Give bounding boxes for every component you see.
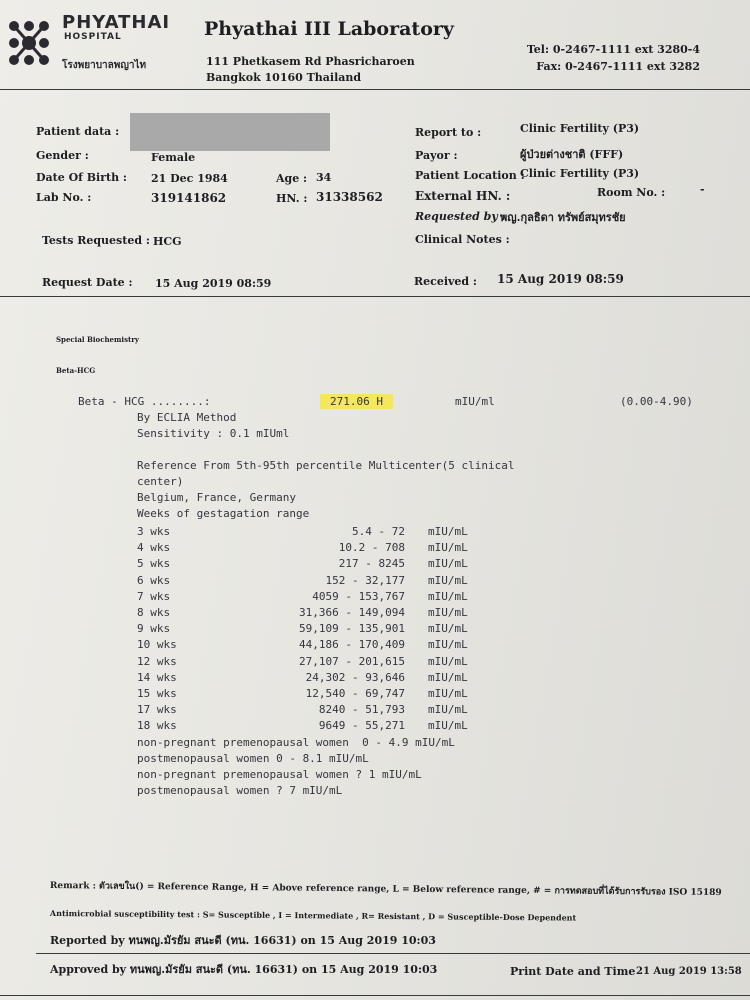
week-unit: mIU/mL — [428, 525, 468, 538]
address-line2: Bangkok 10160 Thailand — [206, 71, 362, 84]
received-label: Received : — [414, 275, 477, 288]
method-line: By ECLIA Method — [137, 411, 237, 424]
report-to-label: Report to : — [415, 126, 482, 139]
payor-label: Payor : — [415, 149, 458, 162]
week-label: 5 wks — [137, 557, 171, 571]
week-unit: mIU/mL — [428, 670, 468, 684]
week-label: 18 wks — [137, 719, 177, 733]
brand-sub: HOSPITAL — [64, 32, 122, 42]
week-label: 8 wks — [137, 606, 171, 619]
week-label: 9 wks — [137, 622, 171, 636]
print-date-label: Print Date and Time — [510, 965, 636, 978]
result-value-highlight — [320, 395, 393, 408]
remark-line: Remark : ตัวเลขใน() = Reference Range, H = Above reference range, L = Below reference range, # = การทดสอบที่ได้รับการรับรอง ISO 15189 — [49, 880, 722, 899]
address-line1: 111 Phetkasem Rd Phasricharoen — [206, 55, 415, 68]
result-value: 271.06 H — [320, 394, 393, 409]
patient-data-label: Patient data : — [36, 125, 120, 138]
bottom-divider — [0, 995, 750, 996]
result-unit: mIU/ml — [455, 395, 495, 408]
test-label: Beta - HCG ........: — [78, 395, 211, 408]
week-label: 3 wks — [137, 525, 171, 538]
gender-label: Gender : — [36, 149, 89, 162]
week-range: 9649 - 55,271 — [318, 719, 405, 733]
week-unit: mIU/mL — [428, 606, 468, 619]
tests-requested-value: HCG — [153, 235, 182, 248]
room-no-value: - — [700, 183, 705, 196]
footer-divider — [36, 953, 750, 954]
patient-location-label: Patient Location : — [415, 169, 525, 182]
received-value: 15 Aug 2019 08:59 — [497, 272, 624, 286]
requested-by-value: พญ.กุลธิดา ทรัพย์สมุทรชัย — [500, 211, 626, 224]
week-unit: mIU/mL — [428, 703, 468, 717]
lab-name: Phyathai III Laboratory — [204, 18, 454, 40]
room-no-label: Room No. : — [597, 186, 666, 199]
result-reference-range: (0.00-4.90) — [620, 395, 693, 408]
reported-by-line: Reported by ทนพญ.มัรยัม สนะดี (ทน. 16631) on 15 Aug 2019 10:03 — [50, 934, 436, 947]
week-label: 17 wks — [137, 703, 177, 717]
week-label: 7 wks — [137, 589, 171, 603]
week-unit: mIU/mL — [428, 687, 468, 700]
reference-line-3: Belgium, France, Germany — [137, 491, 296, 504]
reference-line-1: Reference From 5th-95th percentile Multicenter(5 clinical — [137, 459, 515, 472]
reference-line-2: center) — [137, 475, 184, 488]
payor-value: ผู้ป่วยต่างชาติ (FFF) — [520, 148, 624, 161]
dob-label: Date Of Birth : — [36, 171, 127, 184]
hn-value: 31338562 — [316, 190, 383, 204]
note-line-4: postmenopausal women ? 7 mIU/mL — [137, 784, 343, 797]
request-divider — [0, 296, 750, 297]
approved-by-line: Approved by ทนพญ.มัรยัม สนะดี (ทน. 16631) on 15 Aug 2019 10:03 — [50, 963, 438, 976]
week-unit: mIU/mL — [428, 573, 468, 587]
week-unit: mIU/mL — [428, 541, 468, 555]
week-range: 10.2 - 708 — [338, 541, 405, 555]
request-date-value: 15 Aug 2019 08:59 — [155, 277, 272, 290]
requested-by-label: Requested by : — [415, 210, 506, 223]
brand-thai: โรงพยาบาลพญาไท — [62, 60, 147, 71]
week-unit: mIU/mL — [428, 719, 468, 733]
note-line-2: postmenopausal women 0 - 8.1 mIU/mL — [137, 752, 369, 765]
phyathai-logo-icon — [4, 14, 54, 72]
fax-number: Fax: 0-2467-1111 ext 3282 — [536, 60, 700, 73]
redacted-patient-name — [130, 113, 330, 151]
tel-number: Tel: 0-2467-1111 ext 3280-4 — [526, 43, 700, 56]
section-title: Special Biochemistry — [56, 335, 140, 344]
week-label: 6 wks — [137, 573, 171, 587]
subsection-title: Beta-HCG — [56, 366, 96, 375]
week-unit: mIU/mL — [428, 622, 468, 636]
week-label: 12 wks — [137, 654, 177, 668]
week-range: 24,302 - 93,646 — [305, 670, 405, 684]
patient-location-value: Clinic Fertility (P3) — [520, 167, 640, 180]
week-label: 14 wks — [137, 670, 177, 684]
week-label: 10 wks — [137, 638, 177, 652]
week-range: 44,186 - 170,409 — [299, 638, 405, 652]
report-to-value: Clinic Fertility (P3) — [520, 122, 640, 135]
antimicrobial-line: Antimicrobial susceptibility test : S= Susceptible , I = Intermediate , R= Resistant , D = Susceptible-Dose Dependent — [49, 908, 577, 923]
week-range: 217 - 8245 — [338, 557, 405, 571]
week-range: 8240 - 51,793 — [318, 703, 405, 717]
clinical-notes-label: Clinical Notes : — [415, 233, 510, 246]
week-label: 15 wks — [137, 687, 177, 700]
request-date-label: Request Date : — [42, 276, 133, 289]
week-unit: mIU/mL — [428, 654, 468, 668]
week-range: 31,366 - 149,094 — [299, 606, 405, 619]
sensitivity-line: Sensitivity : 0.1 mIUml — [137, 427, 290, 440]
week-unit: mIU/mL — [428, 589, 468, 603]
week-unit: mIU/mL — [428, 557, 468, 571]
hn-label: HN. : — [276, 192, 308, 205]
print-date-value: 21 Aug 2019 13:58 — [636, 966, 742, 977]
age-value: 34 — [316, 171, 332, 184]
week-range: 12,540 - 69,747 — [305, 687, 405, 700]
week-range: 4059 - 153,767 — [312, 589, 405, 603]
week-range: 152 - 32,177 — [325, 573, 405, 587]
lab-no-value: 319141862 — [151, 191, 227, 205]
gender-value: Female — [151, 151, 196, 164]
week-range: 27,107 - 201,615 — [299, 654, 405, 668]
tests-requested-label: Tests Requested : — [42, 234, 150, 247]
brand-name: PHYATHAI — [62, 12, 171, 33]
week-label: 4 wks — [137, 541, 171, 555]
note-line-1: non-pregnant premenopausal women 0 - 4.9 mIU/mL — [137, 736, 455, 749]
header-divider — [0, 89, 750, 90]
reference-line-4: Weeks of gestagation range — [137, 507, 310, 520]
note-line-3: non-pregnant premenopausal women ? 1 mIU/mL — [137, 768, 422, 781]
week-range: 59,109 - 135,901 — [299, 622, 405, 636]
age-label: Age : — [276, 172, 308, 185]
lab-no-label: Lab No. : — [36, 191, 92, 204]
week-range: 5.4 - 72 — [352, 525, 405, 538]
week-unit: mIU/mL — [428, 638, 468, 652]
dob-value: 21 Dec 1984 — [151, 172, 228, 185]
external-hn-label: External HN. : — [415, 189, 511, 203]
